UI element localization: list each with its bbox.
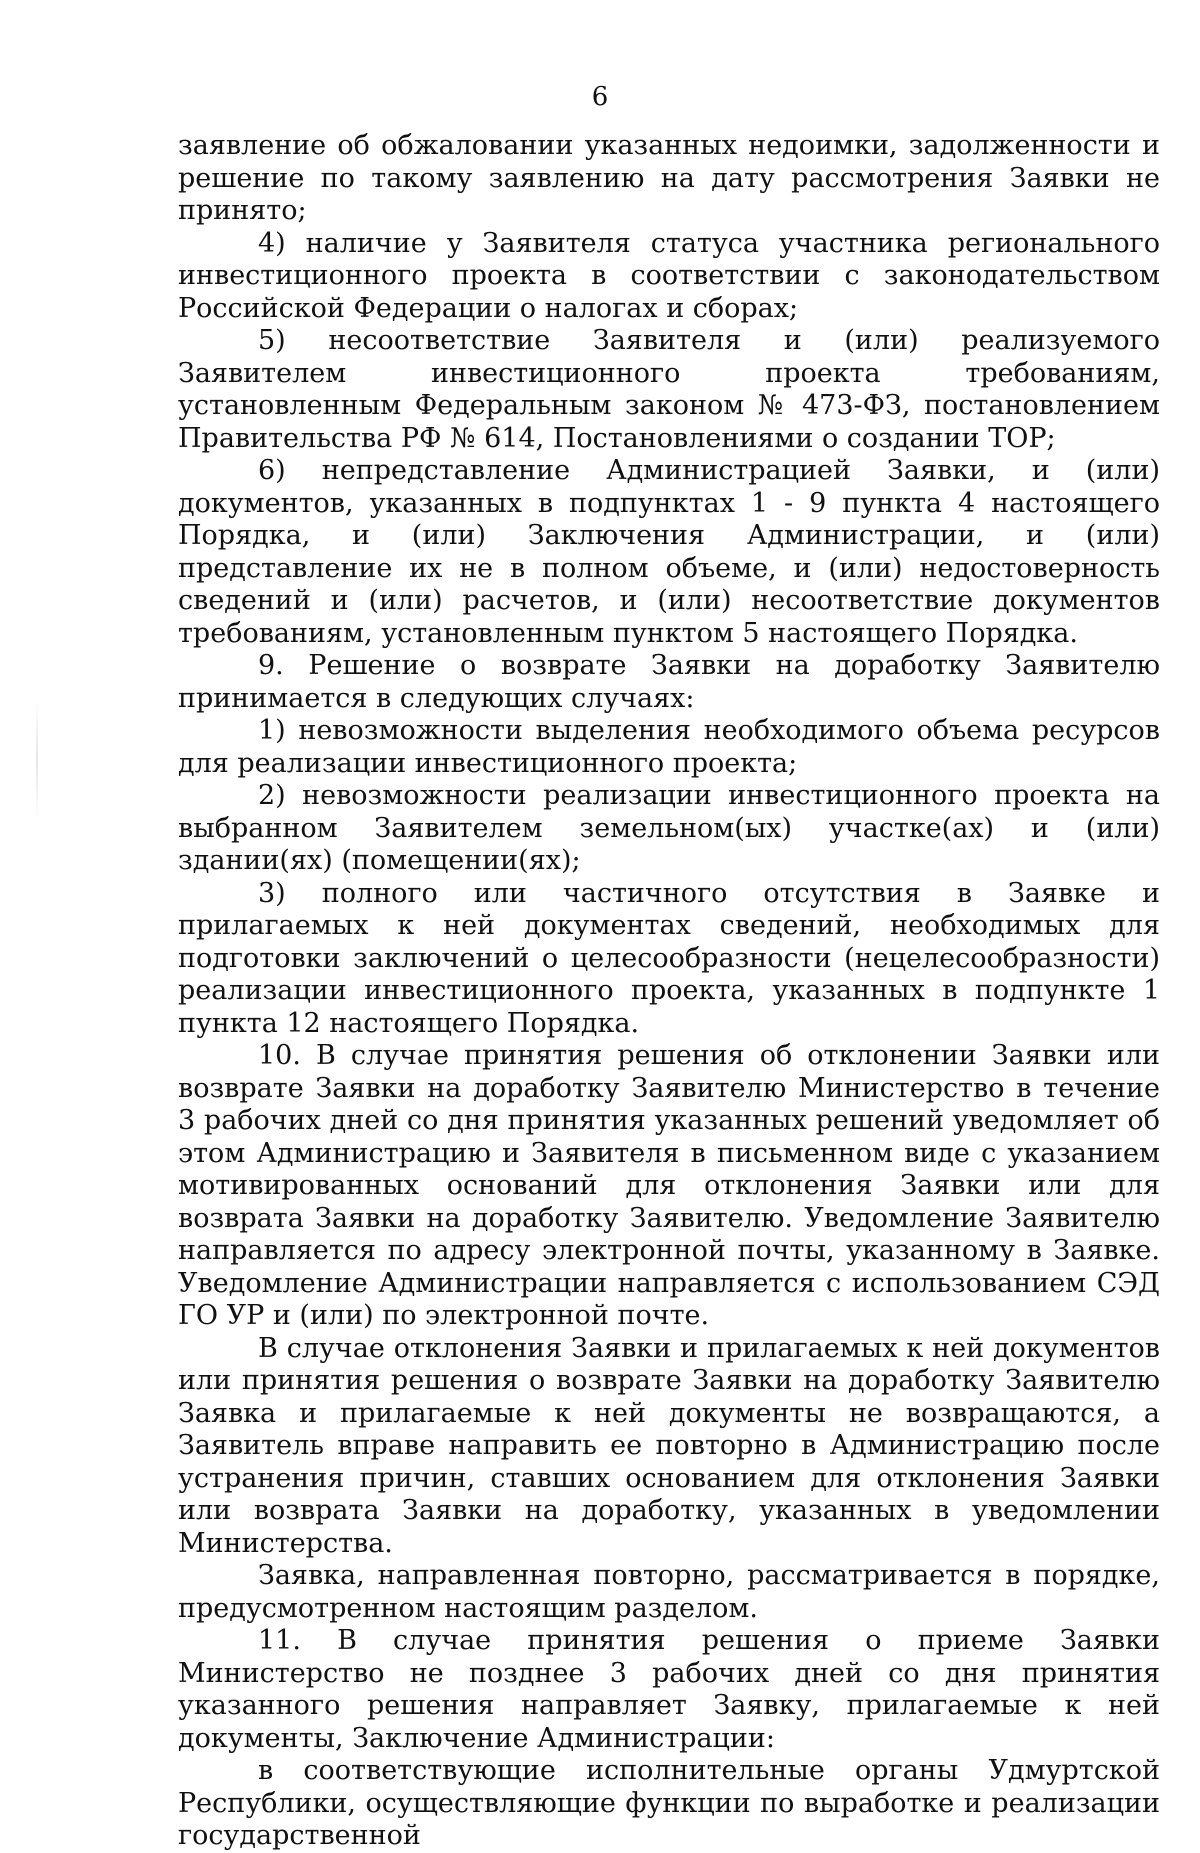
scan-edge-mark — [36, 700, 38, 820]
paragraph-resubmission: Заявка, направленная повторно, рассматривается в порядке, предусмотренном настоящим разделом. — [178, 1560, 1160, 1624]
paragraph-item-5: 5) несоответствие Заявителя и (или) реализуемого Заявителем инвестиционного проекта требованиям, установленным Федеральным законом № 473-ФЗ, постановлением Правительства РФ № 614, Постановлениями о создании ТОР; — [178, 325, 1160, 454]
paragraph-clause-9-item-3: 3) полного или частичного отсутствия в Заявке и прилагаемых к ней документах сведений, необходимых для подготовки заключений о целесообразности (нецелесообразности) реализации инвестиционного проекта, указанных в подпункте 1 пункта 12 настоящего Порядка. — [178, 877, 1160, 1039]
paragraph-rejection-note: В случае отклонения Заявки и прилагаемых к ней документов или принятия решения о возврате Заявки на доработку Заявителю Заявка и прилагаемые к ней документы не возвращаются, а Заявитель вправе направить ее повторно в Администрацию после устранения причин, ставших основанием для отклонения Заявки или возврата Заявки на доработку, указанных в уведомлении Министерства. — [178, 1332, 1160, 1559]
paragraph-clause-9-item-2: 2) невозможности реализации инвестиционного проекта на выбранном Заявителем земельном(ых) участке(ах) и (или) здании(ях) (помещении(ях); — [178, 780, 1160, 876]
paragraph-continuation: заявление об обжаловании указанных недоимки, задолженности и решение по такому заявлению на дату рассмотрения Заявки не принято; — [178, 130, 1160, 226]
page-number: 6 — [591, 82, 609, 112]
paragraph-clause-11-recipients: в соответствующие исполнительные органы Удмуртской Республики, осуществляющие функции по выработке и реализации государственной — [178, 1755, 1160, 1851]
paragraph-clause-11: 11. В случае принятия решения о приеме Заявки Министерство не позднее 3 рабочих дней со дня принятия указанного решения направляет Заявку, прилагаемые к ней документы, Заключение Администрации: — [178, 1625, 1160, 1754]
paragraph-item-4: 4) наличие у Заявителя статуса участника регионального инвестиционного проекта в соответствии с законодательством Российской Федерации о налогах и сборах; — [178, 227, 1160, 324]
paragraph-item-6: 6) непредставление Администрацией Заявки, и (или) документов, указанных в подпунктах 1 - 9 пункта 4 настоящего Порядка, и (или) Заключения Администрации, и (или) представление их не в полном объеме, и (или) недостоверность сведений и (или) расчетов, и (или) несоответствие документов требованиям, установленным пунктом 5 настоящего Порядка. — [178, 455, 1160, 649]
paragraph-clause-10: 10. В случае принятия решения об отклонении Заявки или возврате Заявки на доработку Заявителю Министерство в течение 3 рабочих дней со дня принятия указанных решений уведомляет об этом Администрацию и Заявителя в письменном виде с указанием мотивированных оснований для отклонения Заявки или для возврата Заявки на доработку Заявителю. Уведомление Заявителю направляется по адресу электронной почты, указанному в Заявке. Уведомление Администрации направляется с использованием СЭД ГО УР и (или) по электронной почте. — [178, 1040, 1160, 1331]
paragraph-clause-9-item-1: 1) невозможности выделения необходимого объема ресурсов для реализации инвестиционного проекта; — [178, 715, 1160, 779]
paragraph-clause-9: 9. Решение о возврате Заявки на доработку Заявителю принимается в следующих случаях: — [178, 650, 1160, 714]
document-body — [178, 130, 1160, 1853]
